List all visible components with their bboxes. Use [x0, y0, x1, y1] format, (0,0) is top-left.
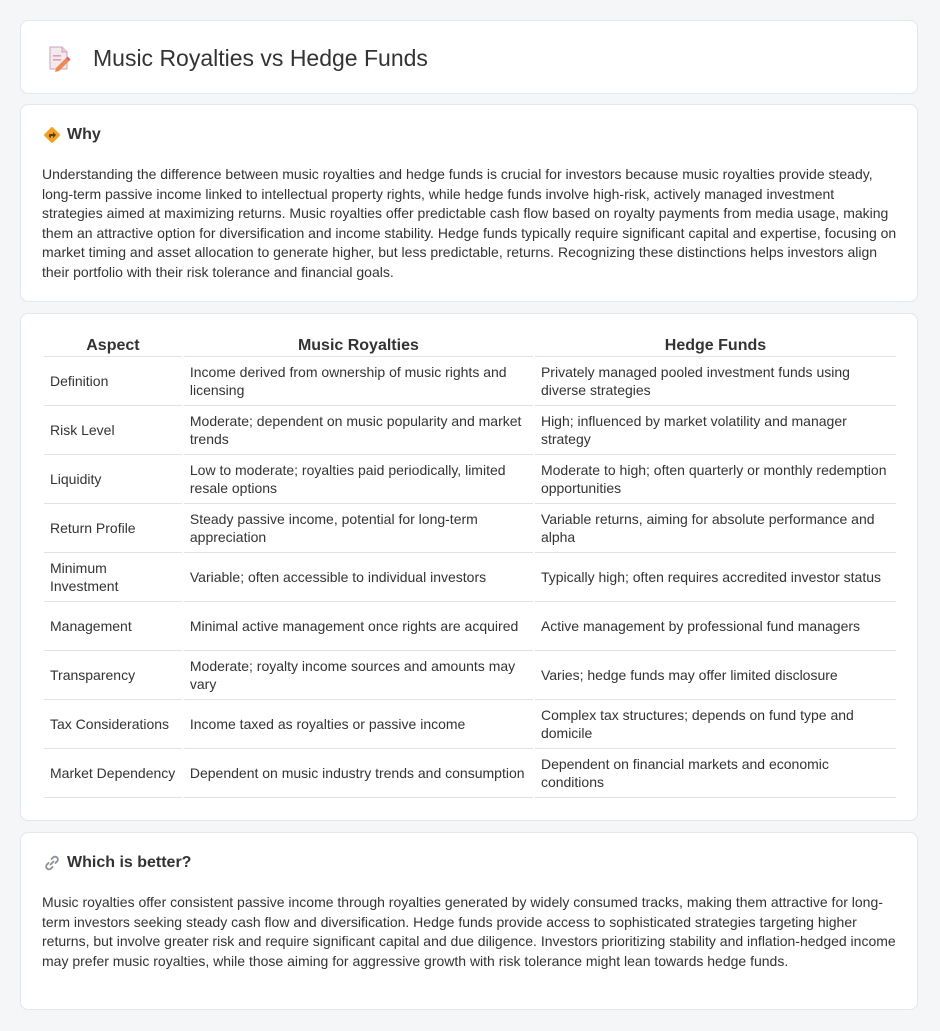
table-row	[44, 749, 896, 798]
aspect-cell: Risk Level	[44, 406, 182, 455]
aspect-cell: Liquidity	[44, 455, 182, 504]
table-row	[44, 455, 896, 504]
aspect-cell: Market Dependency	[44, 749, 182, 798]
why-text: Understanding the difference between music royalties and hedge funds is crucial for investors because music royalties provide steady, long-term passive income linked to intellectual property rights, while hedge funds involve high-risk, actively managed investment strategies aimed at maximizing returns. Music royalties offer predictable cash flow based on royalty payments from media usage, making them an attractive option for diversification and income stability. Hedge funds typically require significant capital and expertise, focusing on market timing and asset allocation to generate higher, but less predictable, returns. Recognizing these distinctions helps investors align their portfolio with their risk tolerance and financial goals.	[42, 166, 897, 280]
document-pencil-icon	[47, 44, 71, 72]
header-card	[20, 20, 918, 94]
why-section	[20, 104, 918, 302]
aspect-cell: Management	[44, 602, 182, 651]
music-royalties-cell: Low to moderate; royalties paid periodically, limited resale options	[184, 455, 533, 504]
header-aspect: Aspect	[44, 336, 182, 357]
music-royalties-cell: Moderate; royalty income sources and amounts may vary	[184, 651, 533, 700]
hedge-funds-cell: Complex tax structures; depends on fund type and domicile	[535, 700, 896, 749]
music-royalties-cell: Minimal active management once rights are acquired	[184, 602, 533, 651]
table-row	[44, 553, 896, 602]
music-royalties-cell: Variable; often accessible to individual investors	[184, 553, 533, 602]
comparison-table-card	[20, 313, 918, 821]
hedge-funds-cell: Active management by professional fund managers	[535, 602, 896, 651]
hedge-funds-cell: Dependent on financial markets and economic conditions	[535, 749, 896, 798]
table-row	[44, 357, 896, 406]
table-row	[44, 651, 896, 700]
comparison-table	[42, 336, 898, 798]
hedge-funds-cell: Variable returns, aiming for absolute performance and alpha	[535, 504, 896, 553]
better-text: Music royalties offer consistent passive income through royalties generated by widely consumed tracks, making them attractive for long-term investors seeking steady cash flow and diversification. Hedge funds provide access to sophisticated strategies targeting higher returns, but involve greater risk and require significant capital and due diligence. Investors prioritizing stability and inflation-hedged income may prefer music royalties, while those aiming for aggressive growth with risk tolerance might lean towards hedge funds.	[42, 894, 896, 969]
music-royalties-cell: Moderate; dependent on music popularity and market trends	[184, 406, 533, 455]
link-icon	[43, 854, 61, 872]
table-row	[44, 406, 896, 455]
why-heading	[43, 126, 101, 144]
better-heading	[43, 854, 191, 872]
hedge-funds-cell: High; influenced by market volatility and manager strategy	[535, 406, 896, 455]
aspect-cell: Return Profile	[44, 504, 182, 553]
which-is-better-section	[20, 832, 918, 1010]
aspect-cell: Tax Considerations	[44, 700, 182, 749]
music-royalties-cell: Income taxed as royalties or passive income	[184, 700, 533, 749]
music-royalties-cell: Income derived from ownership of music rights and licensing	[184, 357, 533, 406]
header-music-royalties: Music Royalties	[184, 336, 533, 357]
better-title: Which is better?	[67, 854, 192, 871]
music-royalties-cell: Dependent on music industry trends and consumption	[184, 749, 533, 798]
diamond-direction-icon	[43, 126, 61, 144]
page-title: Music Royalties vs Hedge Funds	[93, 45, 428, 71]
table-row	[44, 504, 896, 553]
aspect-cell: Transparency	[44, 651, 182, 700]
table-row	[44, 602, 896, 651]
table-row	[44, 700, 896, 749]
hedge-funds-cell: Moderate to high; often quarterly or monthly redemption opportunities	[535, 455, 896, 504]
aspect-cell: Definition	[44, 357, 182, 406]
table-header-row	[44, 336, 896, 357]
aspect-cell: Minimum Investment	[44, 553, 182, 602]
title-row	[47, 43, 428, 73]
hedge-funds-cell: Varies; hedge funds may offer limited disclosure	[535, 651, 896, 700]
music-royalties-cell: Steady passive income, potential for long-term appreciation	[184, 504, 533, 553]
header-hedge-funds: Hedge Funds	[535, 336, 896, 357]
why-title: Why	[67, 126, 101, 143]
hedge-funds-cell: Typically high; often requires accredited investor status	[535, 553, 896, 602]
hedge-funds-cell: Privately managed pooled investment funds using diverse strategies	[535, 357, 896, 406]
